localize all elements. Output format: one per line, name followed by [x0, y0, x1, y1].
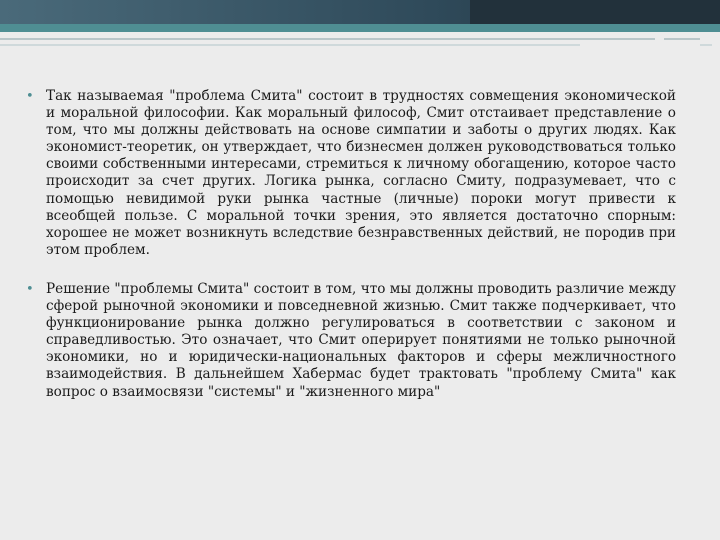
header-accent-band — [0, 24, 720, 32]
bullet-item-2 — [26, 281, 676, 401]
bullet-text: Так называемая "проблема Смита" состоит в трудностях совмещения экономической и моральной философии. Как моральный философ, Смит отстаивает представление о том, что мы должны действовать на основе симпатии и заботы о других людях. Как экономист-теоретик, он утверждает, что бизнесмен должен руководствоваться только своими собственными интересами, стремиться к личному обогащению, которое часто происходит за счет других. Логика рынка, согласно Смиту, подразумевает, что с помощью невидимой руки рынка частные (личные) пороки могут привести к всеобщей пользе. С моральной точки зрения, это является достаточно спорным: хорошее не может возникнуть вследствие безнравственных действий, не породив при этом проблем. — [46, 88, 676, 258]
bullet-item-1 — [26, 88, 676, 259]
accent-tick — [664, 38, 700, 40]
header-band-dark — [470, 0, 720, 24]
accent-tick-secondary — [700, 44, 712, 46]
accent-line — [0, 38, 655, 40]
slide-content — [26, 88, 676, 423]
bullet-marker: • — [26, 89, 34, 104]
bullet-text: Решение "проблемы Смита" состоит в том, что мы должны проводить различие между сферой рыночной экономики и повседневной жизнью. Смит также подчеркивает, что функционирование рынка должно регулироваться в соответствии с законом и справедливостью. Это означает, что Смит оперирует понятиями не только рыночной экономики, но и юридически-национальных факторов и сферы межличностного взаимодействия. В дальнейшем Хабермас будет трактовать "проблему Смита" как вопрос о взаимосвязи "системы" и "жизненного мира" — [46, 280, 676, 400]
accent-line-secondary — [0, 44, 580, 46]
bullet-marker: • — [26, 281, 34, 297]
